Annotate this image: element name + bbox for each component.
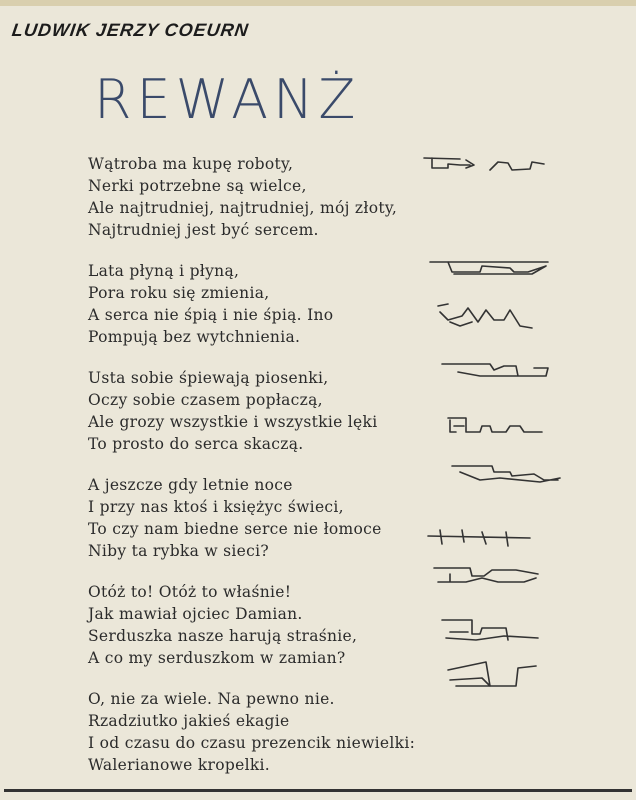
poem-line: A serca nie śpią i nie śpią. Ino: [88, 306, 334, 324]
ekg-trace-icon: [438, 304, 532, 328]
poem-line: Niby ta rybka w sieci?: [88, 542, 269, 560]
ekg-trace-icon: [442, 620, 538, 640]
top-border: [0, 0, 636, 6]
stanza: [88, 581, 468, 669]
poem-line: Walerianowe kropelki.: [88, 756, 271, 774]
poem-line: Lata płyną i płyną,: [88, 262, 240, 280]
poem-line: Serduszka nasze harują straśnie,: [88, 627, 358, 645]
ekg-trace-icon: [448, 418, 542, 432]
poem-line: A co my serduszkom w zamian?: [88, 649, 346, 667]
stanza: [88, 474, 468, 562]
poem-body: [88, 153, 468, 795]
poem-line: Pora roku się zmienia,: [88, 284, 270, 302]
ekg-illustrations: [420, 150, 570, 710]
stanza: [88, 260, 468, 348]
poem-line: Ale najtrudniej, najtrudniej, mój złoty,: [88, 199, 398, 217]
poem-line: Pompują bez wytchnienia.: [88, 328, 301, 346]
stanza: [88, 153, 468, 241]
poem-title: REWANŻ: [94, 68, 361, 131]
author-name: LUDWIK JERZY COEURN: [10, 20, 251, 40]
poem-line: I od czasu do czasu prezencik niewielki:: [88, 734, 416, 752]
poem-line: Nerki potrzebne są wielce,: [88, 177, 307, 195]
poem-line: I przy nas ktoś i księżyc świeci,: [88, 498, 344, 516]
poem-line: Rzadziutko jakieś ekagie: [88, 712, 290, 730]
poem-line: O, nie za wiele. Na pewno nie.: [88, 690, 335, 708]
stanza: [88, 367, 468, 455]
ekg-trace-icon: [430, 262, 548, 274]
poem-line: Usta sobie śpiewają piosenki,: [88, 369, 329, 387]
poem-line: Otóż to! Otóż to właśnie!: [88, 583, 292, 601]
poem-line: To czy nam biedne serce nie łomoce: [88, 520, 382, 538]
ekg-trace-icon: [434, 568, 538, 582]
ekg-trace-icon: [448, 662, 536, 686]
bottom-border: [4, 789, 632, 792]
ekg-trace-icon: [424, 158, 544, 170]
poem-line: A jeszcze gdy letnie noce: [88, 476, 293, 494]
poem-line: Najtrudniej jest być sercem.: [88, 221, 319, 239]
poem-line: To prosto do serca skaczą.: [88, 435, 304, 453]
ekg-trace-icon: [452, 466, 560, 482]
ekg-trace-icon: [442, 364, 548, 376]
poem-line: Wątroba ma kupę roboty,: [88, 155, 294, 173]
ekg-trace-icon: [428, 530, 530, 546]
poem-line: Jak mawiał ojciec Damian.: [88, 605, 303, 623]
poem-line: Ale grozy wszystkie i wszystkie lęki: [88, 413, 378, 431]
stanza: [88, 688, 468, 776]
poem-line: Oczy sobie czasem popłaczą,: [88, 391, 323, 409]
